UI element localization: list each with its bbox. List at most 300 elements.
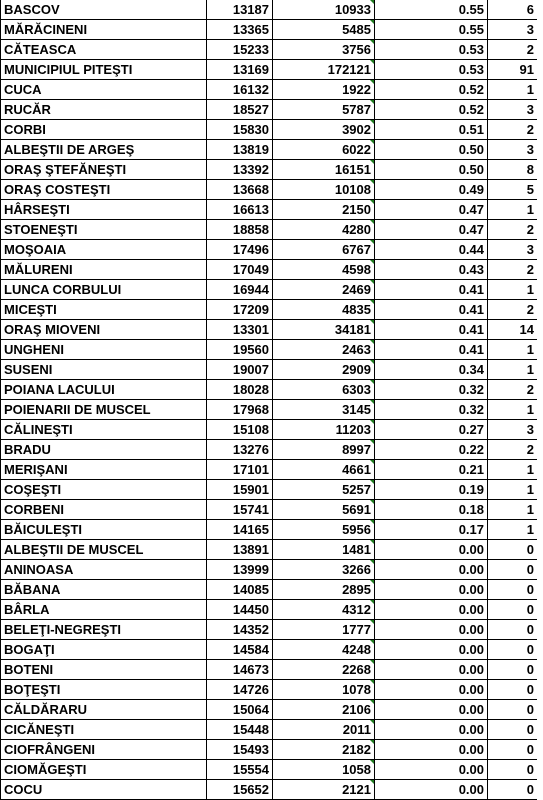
cell-population[interactable]	[273, 0, 375, 20]
cell-code[interactable]: 14726	[207, 680, 273, 700]
cell-ratio[interactable]: 0.34	[375, 360, 488, 380]
cell-ratio[interactable]: 0.00	[375, 660, 488, 680]
cell-count[interactable]: 0	[488, 680, 538, 700]
cell-code[interactable]: 14673	[207, 660, 273, 680]
table-row	[1, 280, 538, 300]
error-indicator-icon	[370, 640, 375, 645]
cell-population[interactable]	[273, 500, 375, 520]
cell-ratio[interactable]: 0.41	[375, 320, 488, 340]
error-indicator-icon	[370, 460, 375, 465]
cell-count[interactable]: 3	[488, 20, 538, 40]
cell-population[interactable]	[273, 260, 375, 280]
cell-count[interactable]: 1	[488, 460, 538, 480]
cell-locality-name[interactable]: MICEŞTI	[1, 300, 207, 320]
cell-population-value: 2909	[342, 362, 371, 377]
cell-population-value: 2150	[342, 202, 371, 217]
error-indicator-icon	[370, 0, 375, 5]
cell-code[interactable]: 13169	[207, 60, 273, 80]
cell-code[interactable]: 13301	[207, 320, 273, 340]
cell-locality-name[interactable]: CIOMĂGEŞTI	[1, 760, 207, 780]
cell-ratio[interactable]: 0.47	[375, 200, 488, 220]
cell-count[interactable]: 1	[488, 400, 538, 420]
cell-locality-name[interactable]: STOENEŞTI	[1, 220, 207, 240]
table-row	[1, 640, 538, 660]
error-indicator-icon	[370, 360, 375, 365]
cell-ratio[interactable]: 0.32	[375, 380, 488, 400]
cell-ratio[interactable]: 0.27	[375, 420, 488, 440]
cell-count[interactable]: 0	[488, 740, 538, 760]
cell-population[interactable]	[273, 540, 375, 560]
cell-population[interactable]	[273, 220, 375, 240]
error-indicator-icon	[370, 300, 375, 305]
table-row	[1, 200, 538, 220]
cell-count[interactable]: 0	[488, 580, 538, 600]
cell-ratio[interactable]: 0.00	[375, 580, 488, 600]
cell-population[interactable]	[273, 200, 375, 220]
cell-locality-name[interactable]: CORBENI	[1, 500, 207, 520]
cell-code[interactable]: 18028	[207, 380, 273, 400]
table-row	[1, 20, 538, 40]
cell-locality-name[interactable]: POIANA LACULUI	[1, 380, 207, 400]
cell-ratio[interactable]: 0.55	[375, 20, 488, 40]
table-row	[1, 60, 538, 80]
table-row	[1, 660, 538, 680]
cell-population[interactable]	[273, 400, 375, 420]
cell-count[interactable]: 2	[488, 260, 538, 280]
table-row	[1, 340, 538, 360]
cell-population[interactable]	[273, 380, 375, 400]
cell-locality-name[interactable]: MĂLURENI	[1, 260, 207, 280]
cell-locality-name[interactable]: RUCĂR	[1, 100, 207, 120]
cell-ratio[interactable]: 0.00	[375, 780, 488, 800]
cell-code[interactable]: 18527	[207, 100, 273, 120]
cell-population[interactable]	[273, 320, 375, 340]
cell-population[interactable]	[273, 480, 375, 500]
cell-count[interactable]: 0	[488, 620, 538, 640]
cell-ratio[interactable]: 0.52	[375, 100, 488, 120]
cell-locality-name[interactable]: BĂBANA	[1, 580, 207, 600]
cell-code[interactable]: 17049	[207, 260, 273, 280]
cell-locality-name[interactable]: BRADU	[1, 440, 207, 460]
cell-code[interactable]: 16613	[207, 200, 273, 220]
cell-count[interactable]: 5	[488, 180, 538, 200]
table-row	[1, 680, 538, 700]
cell-count[interactable]: 91	[488, 60, 538, 80]
cell-population-value: 2106	[342, 702, 371, 717]
cell-population[interactable]	[273, 360, 375, 380]
cell-ratio[interactable]: 0.55	[375, 0, 488, 20]
cell-code[interactable]: 17101	[207, 460, 273, 480]
cell-code[interactable]: 16944	[207, 280, 273, 300]
cell-population-value: 2463	[342, 342, 371, 357]
cell-locality-name[interactable]: SUSENI	[1, 360, 207, 380]
cell-locality-name[interactable]: ORAŞ ŞTEFĂNEŞTI	[1, 160, 207, 180]
error-indicator-icon	[370, 160, 375, 165]
cell-locality-name[interactable]: BĂICULEŞTI	[1, 520, 207, 540]
cell-count[interactable]: 0	[488, 640, 538, 660]
table-row	[1, 300, 538, 320]
error-indicator-icon	[370, 280, 375, 285]
cell-population-value: 16151	[334, 162, 371, 177]
error-indicator-icon	[370, 560, 375, 565]
table-row	[1, 560, 538, 580]
cell-code[interactable]: 14085	[207, 580, 273, 600]
cell-population[interactable]	[273, 280, 375, 300]
cell-code[interactable]: 16132	[207, 80, 273, 100]
table-row	[1, 760, 538, 780]
cell-ratio[interactable]: 0.52	[375, 80, 488, 100]
cell-population[interactable]	[273, 440, 375, 460]
error-indicator-icon	[370, 760, 375, 765]
cell-population-value: 6022	[342, 142, 371, 157]
cell-population[interactable]	[273, 240, 375, 260]
cell-locality-name[interactable]: LUNCA CORBULUI	[1, 280, 207, 300]
cell-count[interactable]: 6	[488, 0, 538, 20]
cell-population-value: 4598	[342, 262, 371, 277]
cell-population[interactable]	[273, 700, 375, 720]
cell-population[interactable]	[273, 620, 375, 640]
cell-population[interactable]	[273, 160, 375, 180]
cell-locality-name[interactable]: CĂTEASCA	[1, 40, 207, 60]
error-indicator-icon	[370, 540, 375, 545]
cell-code[interactable]: 17496	[207, 240, 273, 260]
cell-population-value: 2121	[342, 782, 371, 797]
cell-code[interactable]: 18858	[207, 220, 273, 240]
cell-population-value: 6303	[342, 382, 371, 397]
cell-population-value: 2268	[342, 662, 371, 677]
error-indicator-icon	[370, 620, 375, 625]
error-indicator-icon	[370, 100, 375, 105]
table-row	[1, 400, 538, 420]
cell-ratio[interactable]: 0.53	[375, 60, 488, 80]
cell-count[interactable]: 0	[488, 700, 538, 720]
cell-code[interactable]: 15064	[207, 700, 273, 720]
cell-ratio[interactable]: 0.50	[375, 160, 488, 180]
table-row	[1, 120, 538, 140]
table-row	[1, 740, 538, 760]
cell-count[interactable]: 1	[488, 520, 538, 540]
error-indicator-icon	[370, 480, 375, 485]
cell-ratio[interactable]: 0.21	[375, 460, 488, 480]
cell-population-value: 4312	[342, 602, 371, 617]
cell-ratio[interactable]: 0.47	[375, 220, 488, 240]
cell-code[interactable]: 19560	[207, 340, 273, 360]
cell-code[interactable]: 13819	[207, 140, 273, 160]
table-row	[1, 500, 538, 520]
table-row	[1, 460, 538, 480]
cell-population[interactable]	[273, 100, 375, 120]
cell-count[interactable]: 8	[488, 160, 538, 180]
cell-population[interactable]	[273, 460, 375, 480]
cell-ratio[interactable]: 0.41	[375, 280, 488, 300]
error-indicator-icon	[370, 20, 375, 25]
cell-population-value: 5257	[342, 482, 371, 497]
cell-code[interactable]: 15493	[207, 740, 273, 760]
cell-code[interactable]: 17209	[207, 300, 273, 320]
cell-locality-name[interactable]: BOGAŢI	[1, 640, 207, 660]
table-row	[1, 700, 538, 720]
cell-population-value: 3145	[342, 402, 371, 417]
cell-ratio[interactable]: 0.00	[375, 620, 488, 640]
error-indicator-icon	[370, 500, 375, 505]
cell-population[interactable]	[273, 560, 375, 580]
cell-ratio[interactable]: 0.22	[375, 440, 488, 460]
cell-count[interactable]: 3	[488, 100, 538, 120]
error-indicator-icon	[370, 780, 375, 785]
cell-locality-name[interactable]: CORBI	[1, 120, 207, 140]
cell-population[interactable]	[273, 600, 375, 620]
error-indicator-icon	[370, 120, 375, 125]
cell-ratio[interactable]: 0.53	[375, 40, 488, 60]
cell-count[interactable]: 2	[488, 440, 538, 460]
table-row	[1, 260, 538, 280]
cell-count[interactable]: 2	[488, 40, 538, 60]
cell-count[interactable]: 2	[488, 120, 538, 140]
cell-locality-name[interactable]: MĂRĂCINENI	[1, 20, 207, 40]
cell-population[interactable]	[273, 580, 375, 600]
cell-population-value: 4280	[342, 222, 371, 237]
cell-population[interactable]	[273, 640, 375, 660]
cell-locality-name[interactable]: ALBEŞTII DE MUSCEL	[1, 540, 207, 560]
cell-population[interactable]	[273, 300, 375, 320]
cell-ratio[interactable]: 0.00	[375, 640, 488, 660]
cell-population[interactable]	[273, 180, 375, 200]
cell-code[interactable]: 15901	[207, 480, 273, 500]
cell-ratio[interactable]: 0.51	[375, 120, 488, 140]
cell-code[interactable]: 15233	[207, 40, 273, 60]
cell-locality-name[interactable]: POIENARII DE MUSCEL	[1, 400, 207, 420]
table-row	[1, 360, 538, 380]
cell-ratio[interactable]: 0.17	[375, 520, 488, 540]
error-indicator-icon	[370, 200, 375, 205]
cell-code[interactable]: 15108	[207, 420, 273, 440]
cell-ratio[interactable]: 0.41	[375, 340, 488, 360]
error-indicator-icon	[370, 220, 375, 225]
cell-count[interactable]: 1	[488, 200, 538, 220]
table-row	[1, 480, 538, 500]
cell-population-value: 10933	[334, 2, 371, 17]
table-row	[1, 580, 538, 600]
cell-ratio[interactable]: 0.41	[375, 300, 488, 320]
cell-ratio[interactable]: 0.44	[375, 240, 488, 260]
cell-population[interactable]	[273, 20, 375, 40]
cell-population-value: 8997	[342, 442, 371, 457]
table-row	[1, 40, 538, 60]
cell-code[interactable]: 17968	[207, 400, 273, 420]
cell-population[interactable]	[273, 80, 375, 100]
error-indicator-icon	[370, 340, 375, 345]
cell-locality-name[interactable]: HÂRSEŞTI	[1, 200, 207, 220]
error-indicator-icon	[370, 600, 375, 605]
table-row	[1, 240, 538, 260]
cell-count[interactable]: 0	[488, 560, 538, 580]
cell-count[interactable]: 0	[488, 780, 538, 800]
error-indicator-icon	[370, 60, 375, 65]
cell-code[interactable]: 13392	[207, 160, 273, 180]
cell-code[interactable]: 15830	[207, 120, 273, 140]
cell-ratio[interactable]: 0.00	[375, 740, 488, 760]
cell-code[interactable]: 13187	[207, 0, 273, 20]
cell-count[interactable]: 0	[488, 660, 538, 680]
cell-population[interactable]	[273, 680, 375, 700]
cell-population[interactable]	[273, 740, 375, 760]
cell-code[interactable]: 14352	[207, 620, 273, 640]
cell-count[interactable]: 0	[488, 760, 538, 780]
cell-ratio[interactable]: 0.00	[375, 600, 488, 620]
cell-population-value: 5787	[342, 102, 371, 117]
table-row	[1, 220, 538, 240]
cell-count[interactable]: 2	[488, 300, 538, 320]
cell-population-value: 4248	[342, 642, 371, 657]
cell-count[interactable]: 1	[488, 500, 538, 520]
cell-population-value: 5485	[342, 22, 371, 37]
cell-population-value: 172121	[327, 62, 371, 77]
cell-population-value: 2182	[342, 742, 371, 757]
cell-population-value: 3266	[342, 562, 371, 577]
cell-code[interactable]: 14450	[207, 600, 273, 620]
error-indicator-icon	[370, 420, 375, 425]
table-row	[1, 420, 538, 440]
cell-locality-name[interactable]: COŞEŞTI	[1, 480, 207, 500]
error-indicator-icon	[370, 140, 375, 145]
cell-population[interactable]	[273, 780, 375, 800]
cell-ratio[interactable]: 0.00	[375, 760, 488, 780]
error-indicator-icon	[370, 700, 375, 705]
cell-population-value: 4835	[342, 302, 371, 317]
cell-ratio[interactable]: 0.18	[375, 500, 488, 520]
error-indicator-icon	[370, 240, 375, 245]
cell-code[interactable]: 14584	[207, 640, 273, 660]
cell-locality-name[interactable]: CIOFRÂNGENI	[1, 740, 207, 760]
cell-population-value: 1078	[342, 682, 371, 697]
cell-population-value: 1481	[342, 542, 371, 557]
cell-population[interactable]	[273, 420, 375, 440]
cell-count[interactable]: 1	[488, 480, 538, 500]
cell-locality-name[interactable]: BOTENI	[1, 660, 207, 680]
cell-count[interactable]: 1	[488, 80, 538, 100]
cell-population[interactable]	[273, 340, 375, 360]
cell-ratio[interactable]: 0.43	[375, 260, 488, 280]
cell-ratio[interactable]: 0.19	[375, 480, 488, 500]
cell-locality-name[interactable]: ALBEŞTII DE ARGEŞ	[1, 140, 207, 160]
cell-code[interactable]: 19007	[207, 360, 273, 380]
cell-ratio[interactable]: 0.32	[375, 400, 488, 420]
error-indicator-icon	[370, 740, 375, 745]
error-indicator-icon	[370, 680, 375, 685]
cell-code[interactable]: 13891	[207, 540, 273, 560]
cell-locality-name[interactable]: ORAŞ COSTEŞTI	[1, 180, 207, 200]
cell-count[interactable]: 3	[488, 240, 538, 260]
cell-locality-name[interactable]: UNGHENI	[1, 340, 207, 360]
cell-ratio[interactable]: 0.00	[375, 720, 488, 740]
table-row	[1, 160, 538, 180]
cell-population[interactable]	[273, 120, 375, 140]
cell-population-value: 1922	[342, 82, 371, 97]
cell-population-value: 5691	[342, 502, 371, 517]
cell-locality-name[interactable]: ANINOASA	[1, 560, 207, 580]
table-row	[1, 600, 538, 620]
error-indicator-icon	[370, 260, 375, 265]
cell-code[interactable]: 15741	[207, 500, 273, 520]
cell-count[interactable]: 1	[488, 360, 538, 380]
cell-count[interactable]: 0	[488, 720, 538, 740]
cell-ratio[interactable]: 0.00	[375, 700, 488, 720]
cell-code[interactable]: 15554	[207, 760, 273, 780]
cell-locality-name[interactable]: CUCA	[1, 80, 207, 100]
cell-count[interactable]: 3	[488, 420, 538, 440]
table-row	[1, 780, 538, 800]
cell-population[interactable]	[273, 60, 375, 80]
cell-population-value: 1777	[342, 622, 371, 637]
error-indicator-icon	[370, 660, 375, 665]
cell-count[interactable]: 0	[488, 540, 538, 560]
cell-locality-name[interactable]: CĂLINEŞTI	[1, 420, 207, 440]
cell-count[interactable]: 14	[488, 320, 538, 340]
cell-population[interactable]	[273, 40, 375, 60]
cell-ratio[interactable]: 0.00	[375, 560, 488, 580]
cell-population[interactable]	[273, 140, 375, 160]
cell-population[interactable]	[273, 520, 375, 540]
cell-ratio[interactable]: 0.50	[375, 140, 488, 160]
cell-population[interactable]	[273, 660, 375, 680]
cell-locality-name[interactable]: CĂLDĂRARU	[1, 700, 207, 720]
window-edge	[537, 0, 543, 800]
cell-count[interactable]: 3	[488, 140, 538, 160]
cell-population-value: 4661	[342, 462, 371, 477]
cell-locality-name[interactable]: BÂRLA	[1, 600, 207, 620]
cell-code[interactable]: 14165	[207, 520, 273, 540]
error-indicator-icon	[370, 180, 375, 185]
table-row	[1, 720, 538, 740]
cell-locality-name[interactable]: MUNICIPIUL PITEŞTI	[1, 60, 207, 80]
cell-population[interactable]	[273, 760, 375, 780]
cell-count[interactable]: 2	[488, 220, 538, 240]
error-indicator-icon	[370, 440, 375, 445]
cell-code[interactable]: 15448	[207, 720, 273, 740]
cell-locality-name[interactable]: MOŞOAIA	[1, 240, 207, 260]
cell-count[interactable]: 2	[488, 380, 538, 400]
cell-locality-name[interactable]: ORAŞ MIOVENI	[1, 320, 207, 340]
error-indicator-icon	[370, 320, 375, 325]
error-indicator-icon	[370, 40, 375, 45]
cell-locality-name[interactable]: COCU	[1, 780, 207, 800]
cell-ratio[interactable]: 0.00	[375, 540, 488, 560]
table-row	[1, 100, 538, 120]
cell-ratio[interactable]: 0.49	[375, 180, 488, 200]
cell-locality-name[interactable]: CICĂNEŞTI	[1, 720, 207, 740]
cell-code[interactable]: 13668	[207, 180, 273, 200]
table-row	[1, 540, 538, 560]
cell-population[interactable]	[273, 720, 375, 740]
cell-locality-name[interactable]: MERIŞANI	[1, 460, 207, 480]
cell-count[interactable]: 1	[488, 340, 538, 360]
cell-count[interactable]: 1	[488, 280, 538, 300]
cell-locality-name[interactable]: BELEŢI-NEGREŞTI	[1, 620, 207, 640]
table-row	[1, 520, 538, 540]
cell-code[interactable]: 13276	[207, 440, 273, 460]
cell-locality-name[interactable]: BOŢEŞTI	[1, 680, 207, 700]
cell-code[interactable]: 13999	[207, 560, 273, 580]
cell-count[interactable]: 0	[488, 600, 538, 620]
error-indicator-icon	[370, 400, 375, 405]
table-row	[1, 140, 538, 160]
cell-code[interactable]: 15652	[207, 780, 273, 800]
cell-locality-name[interactable]: BASCOV	[1, 0, 207, 20]
cell-ratio[interactable]: 0.00	[375, 680, 488, 700]
cell-code[interactable]: 13365	[207, 20, 273, 40]
table-row	[1, 80, 538, 100]
cell-population-value: 3902	[342, 122, 371, 137]
